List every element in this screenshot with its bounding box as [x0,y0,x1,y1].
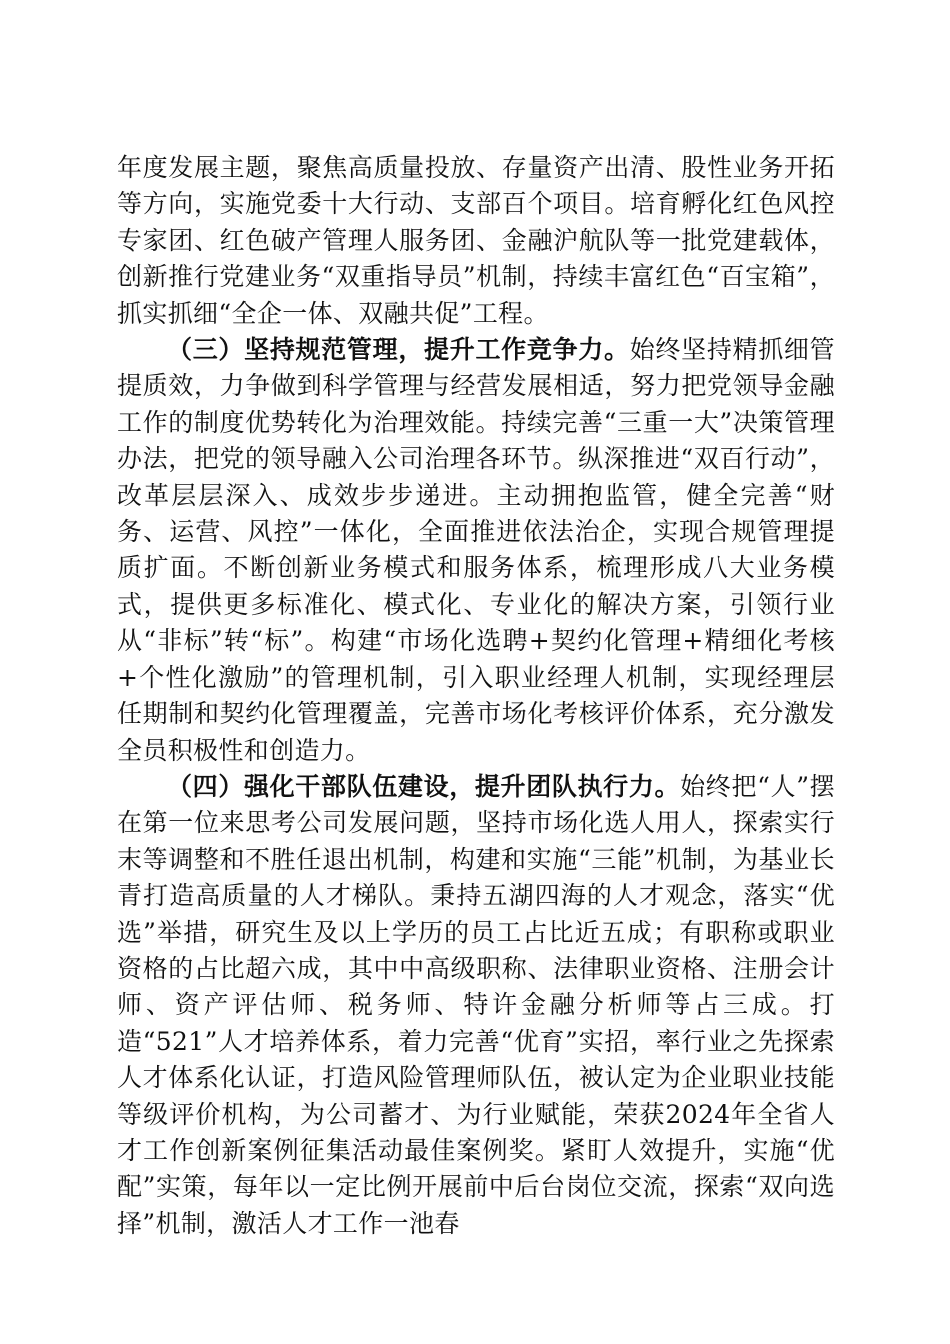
document-page [117,150,835,1242]
section-heading-3: （三）坚持规范管理，提升工作竞争力。 [167,335,630,365]
section-heading-4: （四）强化干部队伍建设，提升团队执行力。 [167,771,681,801]
paragraph-1 [117,150,835,332]
paragraph-3 [117,769,835,1242]
paragraph-2-text: 始终坚持精抓细管提质效，力争做到科学管理与经营发展相适，努力把党领导金融工作的制度优势转化为治理效能。持续完善“三重一大”决策管理办法，把党的领导融入公司治理各环节。纵深推进“双百行动”，改革层层深入、成效步步递进。主动拥抱监管，健全完善“财务、运营、风控”一体化，全面推进依法治企，实现合规管理提质扩面。不断创新业务模式和服务体系，梳理形成八大业务模式，提供更多标准化、模式化、专业化的解决方案，引领行业从“非标”转“标”。构建“市场化选聘+契约化管理+精细化考核+个性化激励”的管理机制，引入职业经理人机制，实现经理层任期制和契约化管理覆盖，完善市场化考核评价体系，充分激发全员积极性和创造力。 [117,335,835,765]
paragraph-3-text: 始终把“人”摆在第一位来思考公司发展问题，坚持市场化选人用人，探索实行末等调整和不胜任退出机制，构建和实施“三能”机制，为基业长青打造高质量的人才梯队。秉持五湖四海的人才观念，落实“优选”举措，研究生及以上学历的员工占比近五成；有职称或职业资格的占比超六成，其中中高级职称、法律职业资格、注册会计师、资产评估师、税务师、特许金融分析师等占三成。打造“521”人才培养体系，着力完善“优育”实招，率行业之先探索人才体系化认证，打造风险管理师队伍，被认定为企业职业技能等级评价机构，为公司蓄才、为行业赋能，荣获2024年全省人才工作创新案例征集活动最佳案例奖。紧盯人效提升，实施“优配”实策，每年以一定比例开展前中后台岗位交流，探索“双向选择”机制，激活人才工作一池春 [117,771,835,1238]
paragraph-1-text: 年度发展主题，聚焦高质量投放、存量资产出清、股性业务开拓等方向，实施党委十大行动、支部百个项目。培育孵化红色风控专家团、红色破产管理人服务团、金融沪航队等一批党建载体，创新推行党建业务“双重指导员”机制，持续丰富红色“百宝箱”，抓实抓细“全企一体、双融共促”工程。 [117,153,835,328]
paragraph-2 [117,332,835,769]
